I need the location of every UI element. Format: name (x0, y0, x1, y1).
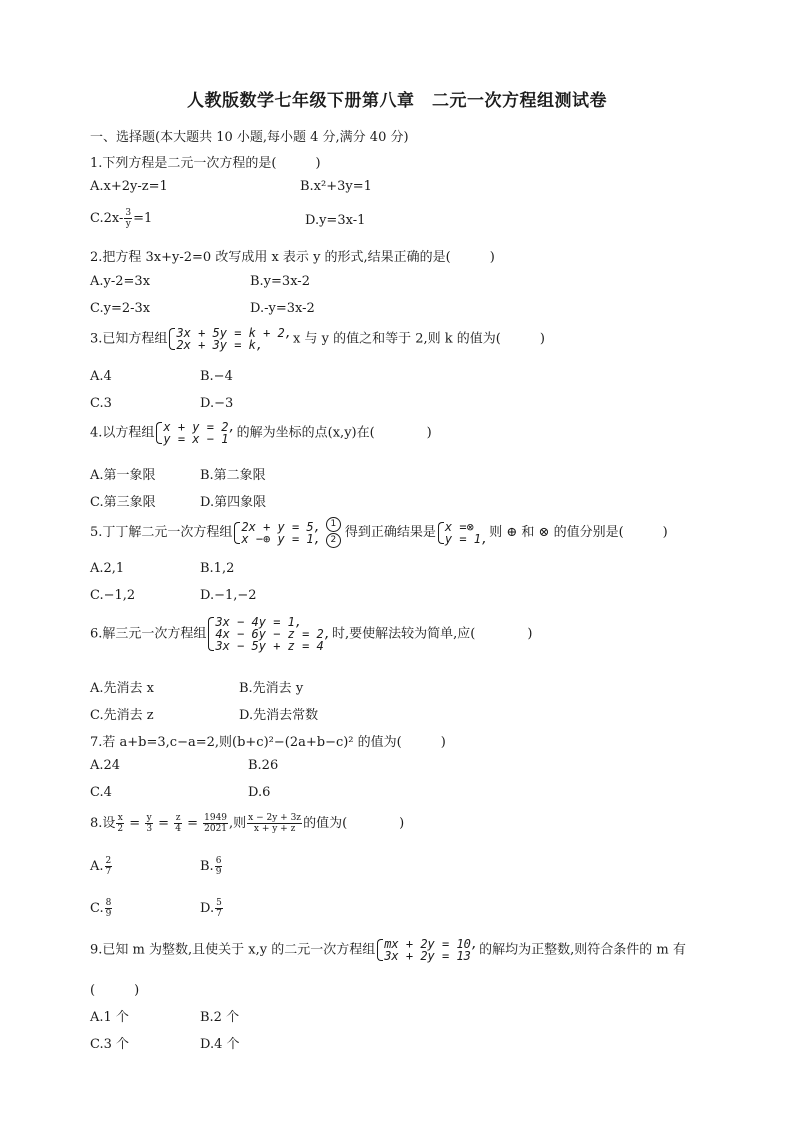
q5-marker-1: 1 (326, 517, 341, 532)
q2-option-d: D.-y=3x-2 (250, 301, 315, 316)
section-heading: 一、选择题(本大题共 10 小题,每小题 4 分,满分 40 分) (90, 130, 409, 145)
q4-suffix: 的解为坐标的点(x,y)在( ) (236, 425, 432, 441)
q9-answer-paren: ( ) (90, 983, 140, 998)
q9-eq1: mx + 2y = 10, (384, 937, 479, 951)
q3-equation-system (168, 327, 292, 351)
q8-middle: ,则 (229, 816, 247, 831)
q7-option-a: A.24 (90, 758, 121, 773)
q8-frac-x (116, 813, 124, 834)
q3-eq1: 3x + 5y = k + 2, (176, 326, 292, 340)
q6-option-a: A.先消去 x (90, 681, 154, 696)
q1-c-fraction (124, 208, 132, 229)
q8-option-d (200, 898, 224, 919)
question-9 (90, 938, 686, 962)
q9-option-d: D.4 个 (200, 1037, 240, 1052)
q1-option-a: A.x+2y-z=1 (90, 179, 168, 194)
q6-prefix: 6.解三元一次方程组 (90, 626, 207, 642)
q8-frac-z-num: z (175, 813, 181, 823)
q8-d-num: 5 (216, 898, 222, 908)
q5-marker-2: 2 (326, 533, 341, 548)
q8-c-label: C. (90, 901, 104, 916)
q6-option-d: D.先消去常数 (239, 708, 319, 723)
q6-eq1: 3x − 4y = 1, (215, 615, 303, 629)
q2-option-c: C.y=2-3x (90, 301, 151, 316)
q8-b-den: 9 (215, 867, 222, 877)
q4-option-d: D.第四象限 (200, 495, 267, 510)
q1-option-b: B.x²+3y=1 (300, 179, 372, 194)
q5-option-c: C.−1,2 (90, 588, 136, 603)
q1-option-c (90, 208, 152, 229)
q5-res1: x =⊗ (444, 519, 474, 534)
q6-option-b: B.先消去 y (239, 681, 304, 696)
q8-frac-z-den: 4 (175, 824, 181, 834)
q4-option-c: C.第三象限 (90, 495, 156, 510)
question-5 (90, 517, 668, 548)
q8-c-den: 9 (105, 909, 112, 919)
q3-eq2: 2x + 3y = k, (176, 338, 264, 352)
q4-equation-system (155, 421, 235, 445)
q5-result-system (437, 521, 488, 545)
q8-frac-z (174, 813, 182, 834)
q3-option-c: C.3 (90, 396, 112, 411)
q7-option-b: B.26 (248, 758, 279, 773)
q6-suffix: 时,要使解法较为简单,应( ) (332, 626, 533, 642)
question-7: 7.若 a+b=3,c−a=2,则(b+c)²−(2a+b−c)² 的值为( ) (90, 735, 446, 750)
q8-c-num: 8 (105, 898, 112, 908)
q8-frac-expr-den: x + y + z (253, 824, 296, 834)
question-4 (90, 421, 432, 445)
q4-eq2: y = x − 1 (163, 432, 229, 446)
question-8: 8.设 $\frac{x}{2}$ = $\frac{y}{3}$ = $\frac{z}{4}$ = $\frac{1949}{2021}$ ,则 $\frac{x - 2y + 3z}{x + y + z}$ 的值为( ) (90, 813, 405, 834)
question-2: 2.把方程 3x+y-2=0 改写成用 x 表示 y 的形式,结果正确的是( ) (90, 250, 495, 265)
q5-equation-system (233, 521, 320, 545)
q1-c-suffix: =1 (133, 211, 153, 226)
q8-a-den: 7 (105, 867, 112, 877)
q9-equation-system (376, 938, 478, 962)
q3-option-a: A.4 (90, 369, 112, 384)
q8-frac-expr (247, 813, 302, 834)
q8-c-fraction (105, 898, 113, 919)
question-3 (90, 327, 545, 351)
q8-option-b (200, 856, 223, 877)
q4-option-a: A.第一象限 (90, 468, 156, 483)
q7-option-d: D.6 (248, 785, 271, 800)
question-6 (90, 616, 532, 652)
q8-frac-x-num: x (117, 813, 123, 823)
q8-d-label: D. (200, 901, 215, 916)
q8-frac-expr-num: x − 2y + 3z (248, 813, 302, 823)
q8-b-num: 6 (215, 856, 222, 866)
q4-option-b: B.第二象限 (200, 468, 266, 483)
q9-prefix: 9.已知 m 为整数,且使关于 x,y 的二元一次方程组 (90, 942, 376, 958)
q8-option-c (90, 898, 113, 919)
q6-eq3: 3x − 5y + z = 4 (215, 639, 324, 653)
q8-frac-y (145, 813, 153, 834)
q1-c-prefix: C.2x- (90, 211, 124, 226)
q1-c-num: 3 (125, 208, 132, 218)
q8-d-fraction (215, 898, 223, 919)
q1-c-den: y (125, 219, 131, 229)
q5-option-a: A.2,1 (90, 561, 125, 576)
q8-b-fraction (215, 856, 223, 877)
q8-a-num: 2 (105, 856, 112, 866)
q9-option-c: C.3 个 (90, 1037, 130, 1052)
q4-eq1: x + y = 2, (163, 420, 236, 434)
q9-eq2: 3x + 2y = 13 (384, 949, 471, 963)
q8-suffix: 的值为( ) (303, 816, 405, 831)
q3-prefix: 3.已知方程组 (90, 331, 168, 347)
q8-frac-1949-den: 2021 (204, 824, 228, 834)
q5-option-d: D.−1,−2 (200, 588, 257, 603)
q6-eq2: 4x − 6y − z = 2, (215, 627, 331, 641)
q5-eq1: 2x + y = 5, (241, 519, 321, 534)
q5-equation-markers (326, 517, 341, 548)
q7-option-c: C.4 (90, 785, 112, 800)
q3-option-d: D.−3 (200, 396, 234, 411)
q8-d-den: 7 (216, 909, 222, 919)
question-1: 1.下列方程是二元一次方程的是( ) (90, 156, 321, 171)
q4-prefix: 4.以方程组 (90, 425, 155, 441)
q8-a-label: A. (90, 859, 104, 874)
q5-middle: 得到正确结果是 (344, 525, 436, 540)
q3-suffix: x 与 y 的值之和等于 2,则 k 的值为( ) (293, 331, 545, 347)
q6-option-c: C.先消去 z (90, 708, 154, 723)
q9-option-b: B.2 个 (200, 1010, 240, 1025)
q5-prefix: 5.丁丁解二元一次方程组 (90, 525, 233, 540)
q8-prefix: 8.设 (90, 816, 116, 831)
q3-option-b: B.−4 (200, 369, 233, 384)
q8-frac-1949 (203, 813, 228, 834)
q8-option-a (90, 856, 113, 877)
q2-option-b: B.y=3x-2 (250, 274, 310, 289)
q8-b-label: B. (200, 859, 214, 874)
page-title: 人教版数学七年级下册第八章 二元一次方程组测试卷 (187, 91, 607, 111)
q5-eq2: x −⊕ y = 1, (241, 531, 321, 546)
q8-frac-x-den: 2 (117, 824, 124, 834)
q9-option-a: A.1 个 (90, 1010, 129, 1025)
q8-frac-1949-num: 1949 (204, 813, 228, 823)
q5-suffix: 则 ⊕ 和 ⊗ 的值分别是( ) (489, 525, 668, 540)
q2-option-a: A.y-2=3x (90, 274, 151, 289)
q8-frac-y-den: 3 (146, 824, 153, 834)
q5-option-b: B.1,2 (200, 561, 235, 576)
q8-frac-y-num: y (146, 813, 152, 823)
q5-res2: y = 1, (444, 531, 489, 546)
q9-suffix: 的解均为正整数,则符合条件的 m 有 (479, 942, 686, 958)
q6-equation-system (207, 616, 331, 652)
q8-a-fraction (105, 856, 113, 877)
q1-option-d: D.y=3x-1 (305, 213, 366, 228)
